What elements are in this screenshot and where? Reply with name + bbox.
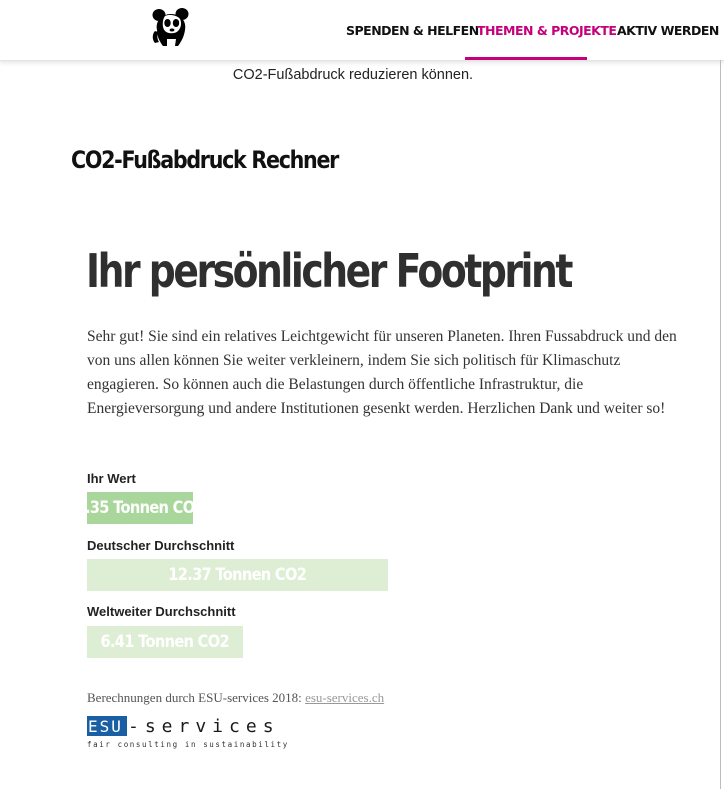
metric-label-own: Ihr Wert (87, 471, 136, 486)
metric-value-world: 6.41 Tonnen CO2 (100, 632, 230, 652)
calculation-credit (87, 690, 384, 706)
scroll-edge-divider (720, 60, 721, 789)
svg-text:fair consulting in sustainabil: fair consulting in sustainability (87, 740, 289, 749)
credit-prefix: Berechnungen durch ESU-services 2018: (87, 690, 306, 705)
esu-services-logo[interactable] (87, 716, 307, 750)
metric-bar-germany (87, 559, 388, 591)
metric-label-world: Weltweiter Durchschnitt (87, 604, 236, 619)
site-header (0, 0, 724, 61)
nav-active-indicator (465, 57, 587, 60)
metric-bar-world (87, 626, 243, 658)
esu-services-link[interactable]: esu-services.ch (305, 690, 385, 705)
nav-spenden-helfen[interactable]: SPENDEN & HELFEN (346, 22, 479, 38)
nav-themen-projekte[interactable]: THEMEN & PROJEKTE (477, 22, 617, 38)
calculator-title: CO2-Fußabdruck Rechner (71, 146, 339, 174)
result-description: Sehr gut! Sie sind ein relatives Leichtgewicht für unseren Planeten. Ihren Fussabdruck und den von uns allen können Sie weiter verkleinern, indem Sie sich politisch für Klimaschutz engagieren. So können auch die Belastungen durch öffentliche Infrastruktur, die Energieversorgung und andere Institutionen gesenkt werden. Herzlichen Dank und weiter so! (87, 328, 677, 417)
svg-text:-services: -services (128, 716, 280, 737)
panda-logo-icon[interactable] (151, 6, 191, 48)
metric-bar-own (75, 492, 205, 524)
nav-aktiv-werden[interactable]: AKTIV WERDEN (617, 22, 719, 38)
metric-label-germany: Deutscher Durchschnitt (87, 538, 235, 553)
result-title: Ihr persönlicher Footprint (86, 244, 571, 298)
intro-text: CO2-Fußabdruck reduzieren können. (232, 67, 474, 83)
svg-text:ESU: ESU (88, 717, 123, 736)
metric-value-germany: 12.37 Tonnen CO2 (168, 565, 307, 585)
metric-value-own: 4.35 Tonnen CO2 (75, 498, 205, 518)
